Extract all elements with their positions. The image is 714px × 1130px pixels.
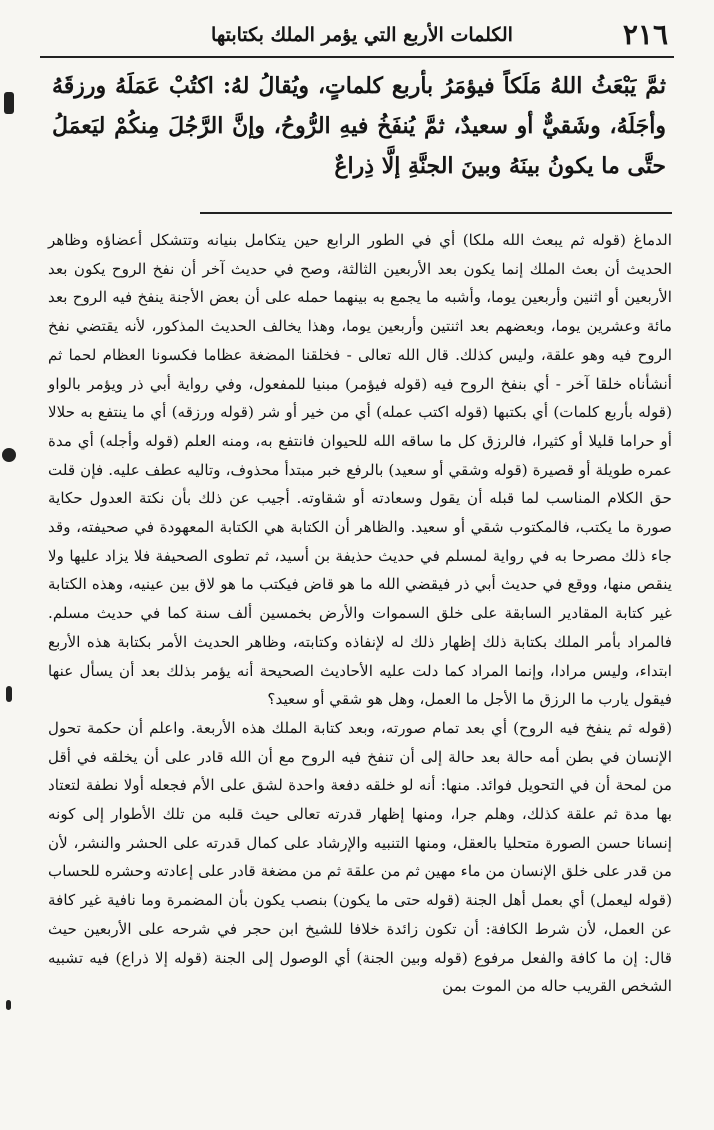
- running-title: الكلمات الأربع التي يؤمر الملك بكتابتها: [211, 24, 513, 46]
- margin-ink-mark: [4, 92, 14, 114]
- page-number: ٢١٦: [622, 18, 668, 51]
- margin-ink-mark: [6, 1000, 11, 1010]
- commentary-paragraph: (قوله ثم ينفخ فيه الروح) أي بعد تمام صورته، وبعد كتابة الملك هذه الأربعة. واعلم أن حكمة تحول الإنسان في بطن أمه حالة بعد حالة إلى أن تنفخ فيه الروح مع أن الله قادر على أن يخلقه في أقل من لمحة أن في التحويل فوائد. منها: أنه لو خلقه دفعة واحدة لشق على الأم فجعله أولا نطفة لتعتاد بها مدة ثم علقة كذلك، وهلم جرا، ومنها إظهار قدرته تعالى حيث قلبه من تلك الأطوار إلى كونه إنسانا حسن الصورة متحليا بالعقل، ومنها التنبيه والإرشاد على كمال قدرته على الحشر والنشر، لأن من قدر على خلق الإنسان من ماء مهين ثم من علقة ثم من مضغة قادر على إعادته وحشره للحساب (قوله ليعمل) أي بعمل أهل الجنة (قوله حتى ما يكون) بنصب يكون بأن المضمرة وما نافية غير كافة عن العمل، لأن شرط الكافة: أن تكون زائدة خلافا للشيخ ابن حجر في شرحه على الأربعين حيث قال: إن ما كافة والفعل مرفوع (قوله وبين الجنة) أي الوصول إلى الجنة (قوله إلا ذراع) فيه تشبيه الشخص القريب حاله من الموت بمن: [48, 718, 672, 996]
- margin-ink-mark: [6, 686, 12, 702]
- hadith-text-block: [52, 66, 666, 186]
- commentary-block: [48, 226, 672, 1001]
- margin-ink-mark: [2, 448, 16, 462]
- page-header: [40, 18, 674, 58]
- section-divider: [200, 212, 672, 214]
- hadith-text: ثمَّ يَبْعَثُ اللهُ مَلَكاً فيؤمَرُ بأربع كلماتٍ، ويُقالُ لهُ: اكتُبْ عَمَلَهُ ورزقَهُ وأجَلَهُ، وشَقيٌّ أو سعيدٌ، ثمَّ يُنفَخُ فيهِ الرُّوحُ، وإنَّ الرَّجُلَ مِنكُمْ ليَعمَلُ حتَّى ما يكونُ بينَهُ وبينَ الجنَّةِ إلَّا ذِراعٌ: [52, 73, 666, 179]
- commentary-paragraph: الدماغ (قوله ثم يبعث الله ملكا) أي في الطور الرابع حين يتكامل بنيانه وتتشكل أعضاؤه وظاهر الحديث أن بعث الملك إنما يكون بعد الأربعين الثالثة، وصح في حديث آخر أن نفخ الروح يكون بعد الأربعين أو اثنين وأربعين يوما، وأشبه ما يجمع به بينهما حمله على أن بعض الأجنة ينفخ فيه الروح بعد مائة وعشرين يوما، وبعضهم بعد اثنتين وأربعين يوما، وهذا يخالف الحديث المذكور، لأنه يقتضي نفخ الروح فيه وهو علقة، وليس كذلك. قال الله تعالى - فخلقنا المضغة عظاما فكسونا العظام لحما ثم أنشأناه خلقا آخر - أي بنفخ الروح فيه (قوله فيؤمر) مبنيا للمفعول، وفي رواية أبي ذر ويؤمر بالواو (قوله بأربع كلمات) أي بكتبها (قوله اكتب عمله) أي من خير أو شر (قوله ورزقه) أي ما ينتفع به حلالا أو حراما قليلا أو كثيرا، فالرزق كل ما ساقه الله للحيوان فانتفع به، ومنه العلم (قوله وأجله) أي مدة عمره طويلة أو قصيرة (قوله وشقي أو سعيد) بالرفع خبر مبتدأ محذوف، وتاليه عطف عليه. فإن قلت حق الكلام المناسب لما قبله أن يقول وسعادته أو شقاوته. أجيب عن ذلك بأن نكتة العدول حكاية صورة ما يكتب، فالمكتوب شقي أو سعيد. والظاهر أن الكتابة هي الكتابة المعهودة في صحيفته، وقد جاء ذلك مصرحا به في رواية لمسلم في حديث حذيفة بن أسيد، ثم تطوى الصحيفة فلا يزاد عليها ولا ينقص منها، ووقع في حديث أبي ذر فيقضي الله ما هو قاض فيكتب ما هو لاق بين عينيه، وهذه الكتابة غير كتابة المقادير السابقة على خلق السموات والأرض بخمسين ألف سنة كما في حديث مسلم. فالمراد بأمر الملك بكتابة ذلك إظهار ذلك له لإنفاذه وكتابته، وظاهر الحديث الأمر بكتابة هذه الأربع ابتداء، وليس مرادا، وإنما المراد كما دلت عليه الأحاديث الصحيحة أنه يؤمر بذلك بعد أن يسأل عنها فيقول يارب ما الرزق ما الأجل ما العمل، وهل هو شقي أو سعيد؟: [48, 231, 672, 709]
